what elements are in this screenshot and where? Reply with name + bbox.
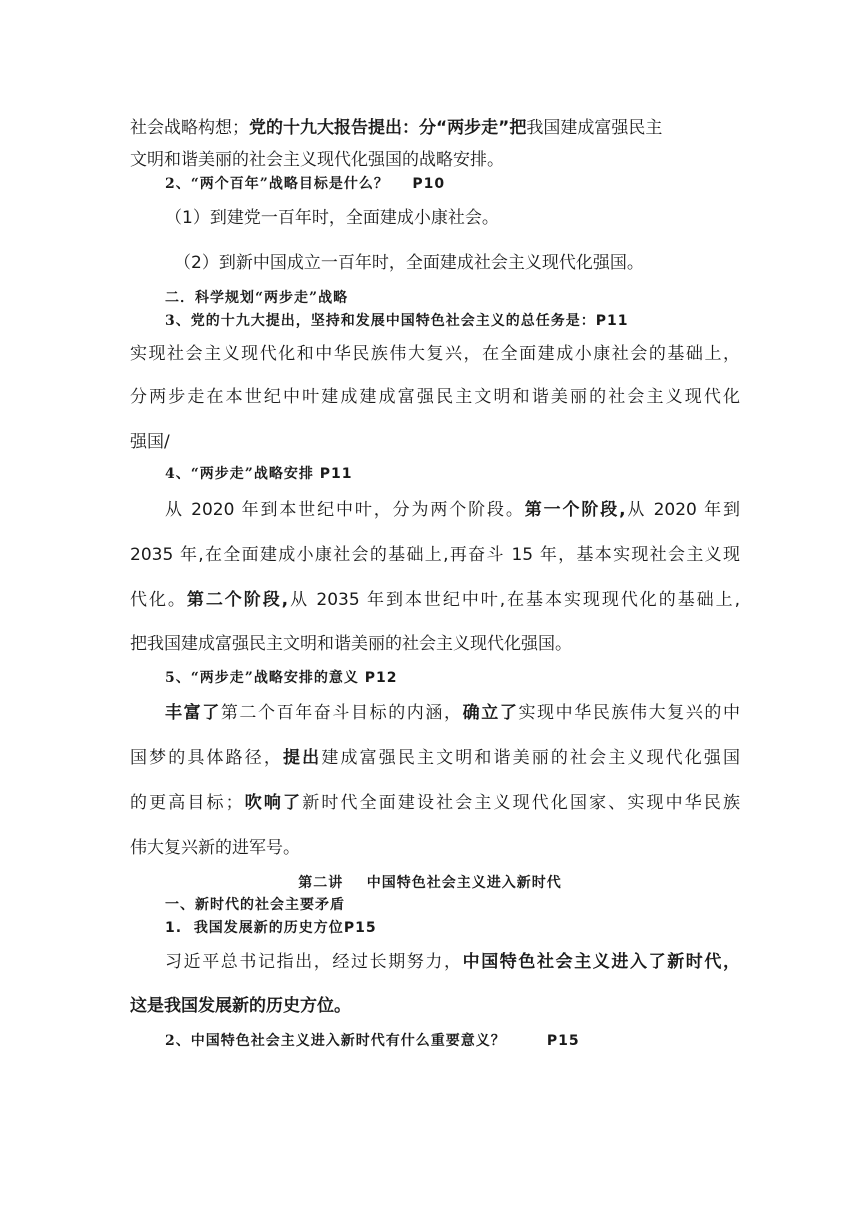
- lecture-2-q2-heading: 2、中国特色社会主义进入新时代有什么重要意义？ P15: [165, 1033, 580, 1049]
- q5-line-2: 国梦的具体路径，提出建成富强民主文明和谐美丽的社会主义现代化强国: [130, 748, 741, 768]
- q2-item-1: （1）到建党一百年时，全面建成小康社会。: [165, 208, 499, 228]
- q2-heading: 2、“两个百年”战略目标是什么？ P10: [165, 176, 446, 192]
- lecture-2-para-line-1: 习近平总书记指出，经过长期努力，中国特色社会主义进入了新时代，: [165, 952, 741, 972]
- q3-line-1: 实现社会主义现代化和中华民族伟大复兴，在全面建成小康社会的基础上，: [130, 344, 740, 364]
- q4-line-1: 从 2020 年到本世纪中叶，分为两个阶段。第一个阶段,从 2020 年到: [165, 500, 740, 520]
- section-2-heading: 二．科学规划“两步走”战略: [165, 290, 349, 306]
- q5-line-3: 的更高目标；吹响了新时代全面建设社会主义现代化国家、实现中华民族: [130, 793, 741, 813]
- q5-line-4: 伟大复兴新的进军号。: [130, 838, 300, 858]
- q4-line-4: 把我国建成富强民主文明和谐美丽的社会主义现代化强国。: [130, 634, 572, 654]
- lecture-2-section-1: 一、新时代的社会主要矛盾: [165, 897, 345, 913]
- q4-line-2: 2035 年,在全面建成小康社会的基础上,再奋斗 15 年，基本实现社会主义现: [130, 545, 740, 565]
- q4-line-3: 代化。第二个阶段,从 2035 年到本世纪中叶,在基本实现现代化的基础上,: [130, 590, 740, 610]
- q3-line-2: 分两步走在本世纪中叶建成建成富强民主文明和谐美丽的社会主义现代化: [130, 387, 740, 407]
- intro-line-1: 社会战略构想；党的十九大报告提出：分“两步走”把我国建成富强民主: [130, 118, 663, 138]
- q5-heading: 5、“两步走”战略安排的意义 P12: [165, 670, 398, 686]
- q3-heading: 3、党的十九大提出，坚持和发展中国特色社会主义的总任务是：P11: [165, 313, 629, 329]
- lecture-2-para-line-2: 这是我国发展新的历史方位。: [130, 996, 351, 1016]
- q2-item-2: （2）到新中国成立一百年时，全面建成社会主义现代化强国。: [174, 253, 644, 273]
- q3-line-3: 强国/: [130, 432, 170, 452]
- intro-line-2: 文明和谐美丽的社会主义现代化强国的战略安排。: [130, 150, 504, 170]
- q4-heading: 4、“两步走”战略安排 P11: [165, 466, 353, 482]
- lecture-2-title: 第二讲 中国特色社会主义进入新时代: [298, 875, 562, 891]
- lecture-2-sub-1: 1. 我国发展新的历史方位P15: [165, 920, 377, 936]
- q5-line-1: 丰富了第二个百年奋斗目标的内涵，确立了实现中华民族伟大复兴的中: [165, 703, 741, 723]
